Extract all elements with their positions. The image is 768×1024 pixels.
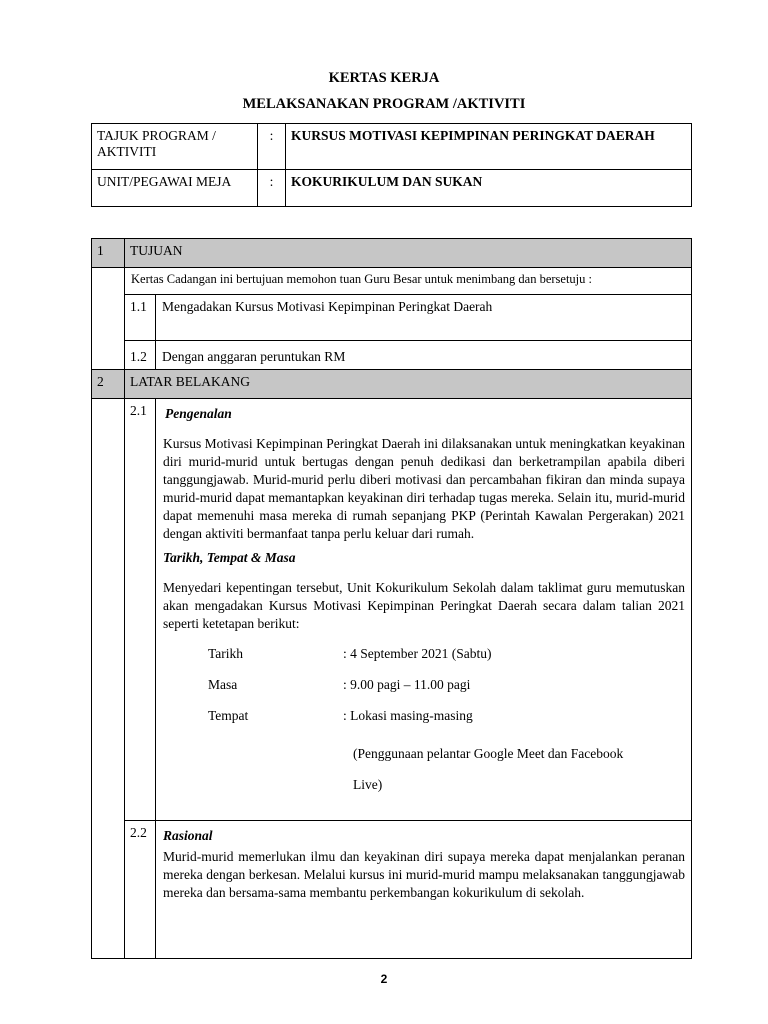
section-2-number: 2 [92,370,125,399]
section-1-heading: TUJUAN [125,239,692,268]
detail-value-time: : 9.00 pagi – 11.00 pagi [343,677,471,692]
detail-label-date: Tarikh [208,646,244,661]
section-1-spacer [92,268,125,370]
platform-note-line-2: Live) [353,777,383,792]
program-colon: : [258,124,286,170]
rationale-paragraph: Murid-murid memerlukan ilmu dan keyakinan diri supaya mereka dapat menjalankan peranan mereka dengan berkesan. Melalui kursus ini murid-murid mampu melaksanakan tanggungjawab mereka dan bersama-sama membantu perkembangan kokurikulum di sekolah. [163,849,685,900]
program-info-table [91,123,692,207]
section-2-spacer [92,399,125,959]
detail-row-date [208,645,685,676]
sub-2-1-number: 2.1 [125,399,156,821]
section-1-number: 1 [92,239,125,268]
unit-colon: : [258,170,286,207]
schedule-paragraph: Menyedari kepentingan tersebut, Unit Kokurikulum Sekolah dalam taklimat guru memutuskan akan mengadakan Kursus Motivasi Kepimpinan Peringkat Daerah secara dalam talian 2021 seperti ketetapan berikut: [163,580,685,631]
document-title: KERTAS KERJA [328,70,440,86]
sub-2-1-heading: Pengenalan [165,406,232,421]
document-subtitle: MELAKSANAKAN PROGRAM /AKTIVITI [242,96,526,112]
detail-label-time: Masa [208,677,238,692]
date-place-time-heading: Tarikh, Tempat & Masa [163,550,296,565]
rationale-heading: Rasional [163,828,213,843]
item-1-2-number: 1.2 [125,341,156,370]
platform-note [353,738,685,800]
detail-row-time [208,676,685,707]
section-2-heading: LATAR BELAKANG [125,370,692,399]
program-label: TAJUK PROGRAM / AKTIVITI [92,124,258,170]
section-1-header [92,239,692,268]
item-1-1-text: Mengadakan Kursus Motivasi Kepimpinan Peringkat Daerah [156,295,692,341]
detail-value-place: : Lokasi masing-masing [343,708,473,723]
section-2-header [92,370,692,399]
unit-value: KOKURIKULUM DAN SUKAN [286,170,692,207]
event-details [208,645,685,800]
sub-2-2-number: 2.2 [125,821,156,959]
page-number: 2 [380,972,388,986]
unit-label: UNIT/PEGAWAI MEJA [92,170,258,207]
item-1-2-text: Dengan anggaran peruntukan RM [156,341,692,370]
item-1-1-number: 1.1 [125,295,156,341]
detail-value-date: : 4 September 2021 (Sabtu) [343,646,492,661]
program-value: KURSUS MOTIVASI KEPIMPINAN PERINGKAT DAERAH [286,124,692,170]
detail-row-place [208,707,685,738]
platform-note-line-1: (Penggunaan pelantar Google Meet dan Facebook [353,746,624,761]
proposal-table [91,238,692,959]
introduction-paragraph: Kursus Motivasi Kepimpinan Peringkat Daerah ini dilaksanakan untuk meningkatkan keyakinan diri murid-murid untuk bertugas dengan penuh dedikasi dan berketrampilan apabila diberi tanggungjawab. Murid-murid perlu diberi motivasi dan percambahan fikiran dan minda supaya murid-murid dapat memantapkan keyakinan diri terhadap tugas mereka. Selain itu, murid-murid dapat memenuhi masa mereka di rumah sepanjang PKP (Perintah Kawalan Pergerakan) 2021 dengan aktiviti bermanfaat tanpa perlu keluar dari rumah. [163,436,685,541]
detail-label-place: Tempat [208,708,249,723]
section-1-intro: Kertas Cadangan ini bertujuan memohon tuan Guru Besar untuk menimbang dan bersetuju : [125,268,692,295]
